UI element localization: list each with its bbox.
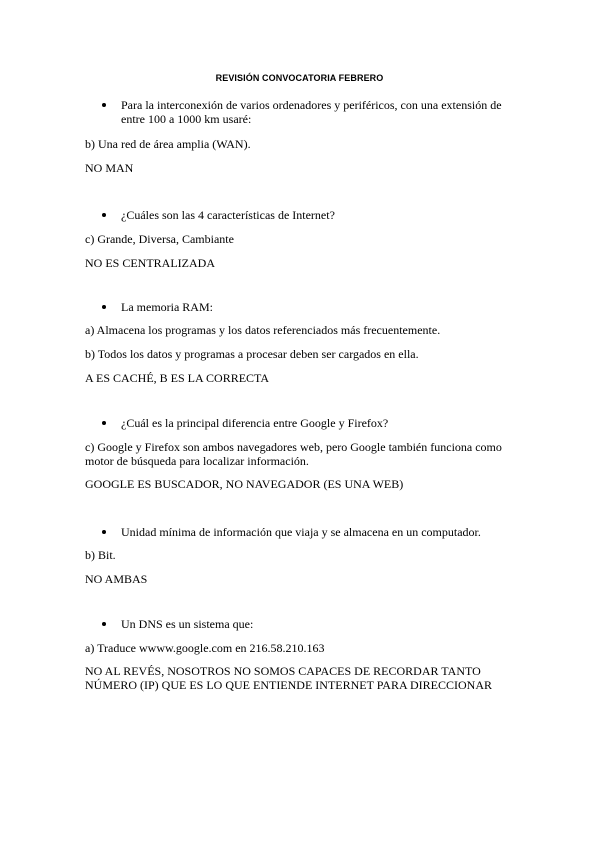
bullet-icon [102,530,106,534]
question-text: ¿Cuáles son las 4 características de Internet? [121,208,335,222]
answer-3b: b) Todos los datos y programas a procesar deben ser cargados en ella. [85,347,419,361]
feedback-2: NO ES CENTRALIZADA [85,256,215,270]
feedback-4: GOOGLE ES BUSCADOR, NO NAVEGADOR (ES UNA WEB) [85,477,404,491]
answer-6a: a) Traduce wwww.google.com en 216.58.210.163 [85,641,325,655]
question-4 [102,416,512,430]
feedback-5: NO AMBAS [85,572,148,586]
answer-4a: c) Google y Firefox son ambos navegadores web, pero Google también funciona como motor de búsqueda para localizar información. [85,440,502,468]
question-text: Para la interconexión de varios ordenadores y periféricos, con una extensión de entre 100 a 1000 km usaré: [121,98,502,126]
question-3 [102,300,512,314]
answer-3a: a) Almacena los programas y los datos referenciados más frecuentemente. [85,323,441,337]
answer-5a: b) Bit. [85,548,116,562]
bullet-icon [102,305,106,309]
bullet-icon [102,213,106,217]
bullet-icon [102,622,106,626]
question-text: Unidad mínima de información que viaja y se almacena en un computador. [121,525,481,539]
question-5 [102,525,512,539]
question-2 [102,208,512,222]
question-1 [102,98,512,126]
question-6 [102,617,512,631]
question-text: La memoria RAM: [121,300,213,314]
document-title: REVISIÓN CONVOCATORIA FEBRERO [215,73,384,83]
question-text: Un DNS es un sistema que: [121,617,254,631]
question-text: ¿Cuál es la principal diferencia entre Google y Firefox? [121,416,389,430]
feedback-6: NO AL REVÉS, NOSOTROS NO SOMOS CAPACES DE RECORDAR TANTO NÚMERO (IP) QUE ES LO QUE ENTIENDE INTERNET PARA DIRECCIONAR [85,664,492,692]
bullet-icon [102,421,106,425]
bullet-icon [102,103,106,107]
feedback-1: NO MAN [85,161,134,175]
feedback-3: A ES CACHÉ, B ES LA CORRECTA [85,371,270,385]
answer-1a: b) Una red de área amplia (WAN). [85,137,251,151]
answer-2a: c) Grande, Diversa, Cambiante [85,232,234,246]
